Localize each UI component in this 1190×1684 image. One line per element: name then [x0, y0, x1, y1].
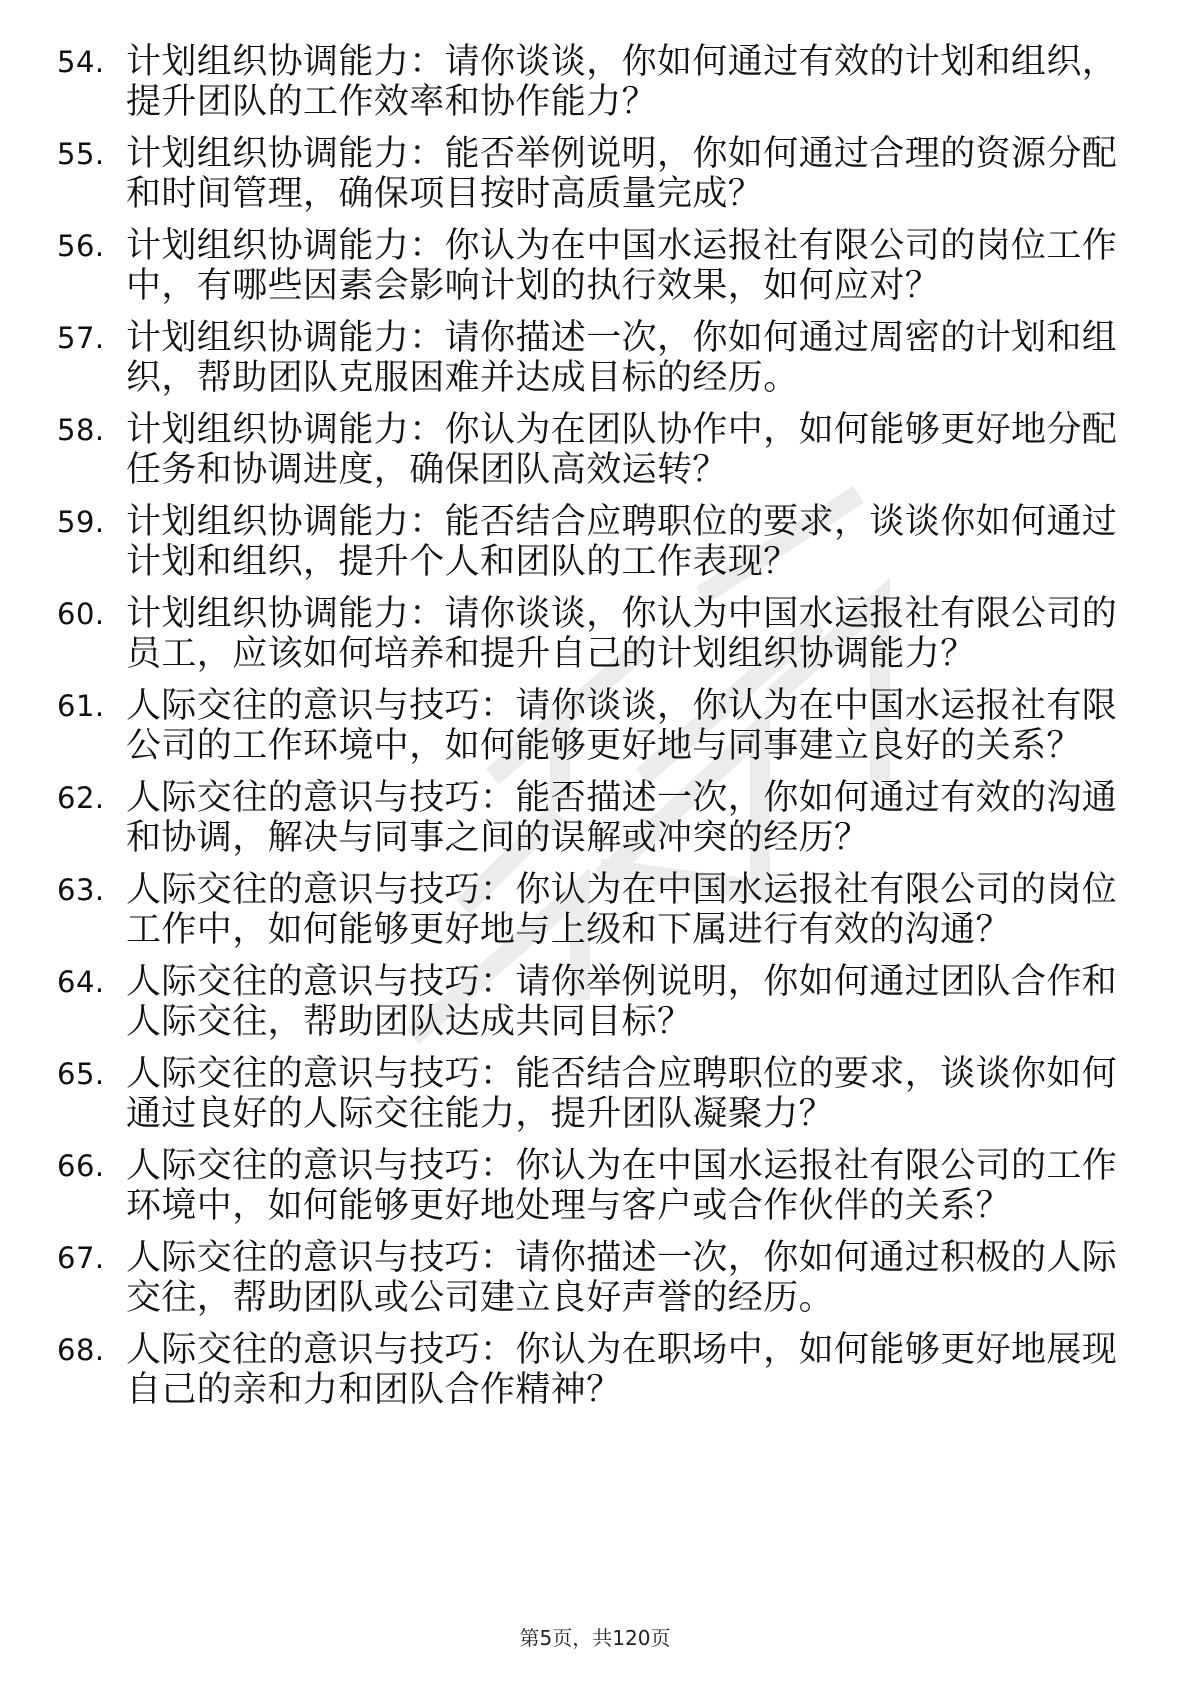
question-number: 62. — [57, 781, 105, 815]
question-number: 58. — [57, 413, 105, 447]
question-text-line: 计划组织协调能力：能否举例说明，你如何通过合理的资源分配 — [126, 134, 1118, 174]
question-item — [0, 594, 1190, 686]
question-item — [0, 410, 1190, 502]
question-text-line: 计划组织协调能力：能否结合应聘职位的要求，谈谈你如何通过 — [126, 502, 1118, 542]
question-number: 56. — [57, 229, 105, 263]
question-text-line: 人际交往，帮助团队达成共同目标？ — [126, 1002, 693, 1042]
question-item — [0, 42, 1190, 134]
question-item — [0, 134, 1190, 226]
question-number: 55. — [57, 137, 105, 171]
question-text-line: 通过良好的人际交往能力，提升团队凝聚力？ — [126, 1094, 835, 1134]
question-item — [0, 318, 1190, 410]
question-text — [126, 686, 1126, 766]
question-item — [0, 1054, 1190, 1146]
question-number: 63. — [57, 873, 105, 907]
question-text-line: 交往，帮助团队或公司建立良好声誉的经历。 — [126, 1278, 835, 1318]
question-text — [126, 962, 1126, 1042]
question-text — [126, 410, 1126, 490]
question-text — [126, 42, 1126, 122]
question-list — [0, 42, 1190, 1422]
question-text — [126, 502, 1126, 582]
page-number: 第5页，共120页 — [519, 1626, 671, 1650]
question-text-line: 人际交往的意识与技巧：你认为在中国水运报社有限公司的岗位 — [126, 870, 1118, 910]
question-number: 61. — [57, 689, 105, 723]
question-text-line: 计划组织协调能力：你认为在中国水运报社有限公司的岗位工作 — [126, 226, 1118, 266]
question-text-line: 人际交往的意识与技巧：你认为在中国水运报社有限公司的工作 — [126, 1146, 1118, 1186]
question-text-line: 计划组织协调能力：请你谈谈，你认为中国水运报社有限公司的 — [126, 594, 1118, 634]
question-item — [0, 870, 1190, 962]
question-item — [0, 962, 1190, 1054]
question-text — [126, 226, 1126, 306]
question-number: 68. — [57, 1333, 105, 1367]
question-text-line: 人际交往的意识与技巧：能否描述一次，你如何通过有效的沟通 — [126, 778, 1118, 818]
question-text — [126, 1054, 1126, 1134]
question-number: 60. — [57, 597, 105, 631]
question-number: 54. — [57, 45, 105, 79]
question-item — [0, 686, 1190, 778]
question-text — [126, 134, 1126, 214]
question-text — [126, 318, 1126, 398]
question-text-line: 计划和组织，提升个人和团队的工作表现？ — [126, 542, 799, 582]
question-text — [126, 594, 1126, 674]
question-number: 57. — [57, 321, 105, 355]
question-item — [0, 226, 1190, 318]
question-number: 64. — [57, 965, 105, 999]
question-number: 66. — [57, 1149, 105, 1183]
question-item — [0, 1238, 1190, 1330]
question-text-line: 人际交往的意识与技巧：你认为在职场中，如何能够更好地展现 — [126, 1330, 1118, 1370]
question-text-line: 中，有哪些因素会影响计划的执行效果，如何应对？ — [126, 266, 941, 306]
question-text-line: 人际交往的意识与技巧：请你谈谈，你认为在中国水运报社有限 — [126, 686, 1118, 726]
question-text-line: 人际交往的意识与技巧：请你举例说明，你如何通过团队合作和 — [126, 962, 1118, 1002]
question-text-line: 自己的亲和力和团队合作精神？ — [126, 1370, 622, 1410]
question-text-line: 提升团队的工作效率和协作能力？ — [126, 82, 658, 122]
question-number: 65. — [57, 1057, 105, 1091]
question-text-line: 计划组织协调能力：请你谈谈，你如何通过有效的计划和组织， — [126, 42, 1118, 82]
question-text — [126, 1238, 1126, 1318]
question-text — [126, 778, 1126, 858]
question-text-line: 人际交往的意识与技巧：请你描述一次，你如何通过积极的人际 — [126, 1238, 1118, 1278]
question-text-line: 和时间管理，确保项目按时高质量完成？ — [126, 174, 764, 214]
question-number: 59. — [57, 505, 105, 539]
question-text-line: 工作中，如何能够更好地与上级和下属进行有效的沟通？ — [126, 910, 1012, 950]
question-text — [126, 1146, 1126, 1226]
question-text-line: 人际交往的意识与技巧：能否结合应聘职位的要求，谈谈你如何 — [126, 1054, 1118, 1094]
question-text-line: 计划组织协调能力：请你描述一次，你如何通过周密的计划和组 — [126, 318, 1118, 358]
question-item — [0, 778, 1190, 870]
question-text — [126, 870, 1126, 950]
question-text — [126, 1330, 1126, 1410]
question-text-line: 员工，应该如何培养和提升自己的计划组织协调能力？ — [126, 634, 976, 674]
question-number: 67. — [57, 1241, 105, 1275]
question-text-line: 织，帮助团队克服困难并达成目标的经历。 — [126, 358, 799, 398]
question-item — [0, 502, 1190, 594]
question-text-line: 环境中，如何能够更好地处理与客户或合作伙伴的关系？ — [126, 1186, 1012, 1226]
question-text-line: 和协调，解决与同事之间的误解或冲突的经历？ — [126, 818, 870, 858]
question-item — [0, 1330, 1190, 1422]
question-text-line: 公司的工作环境中，如何能够更好地与同事建立良好的关系？ — [126, 726, 1082, 766]
question-text-line: 计划组织协调能力：你认为在团队协作中，如何能够更好地分配 — [126, 410, 1118, 450]
question-item — [0, 1146, 1190, 1238]
question-text-line: 任务和协调进度，确保团队高效运转？ — [126, 450, 728, 490]
